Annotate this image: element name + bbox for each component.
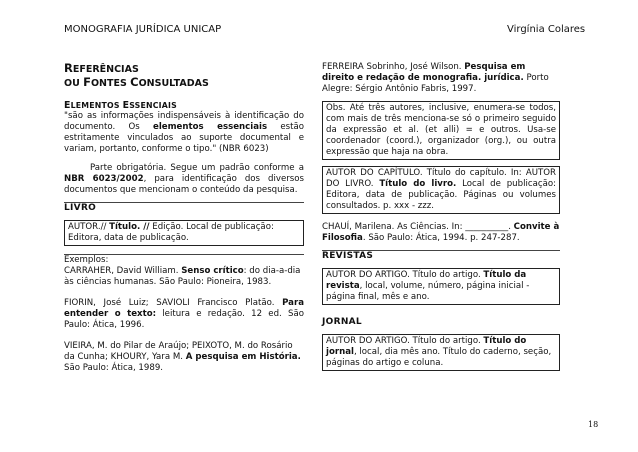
example-carraher: CARRAHER, David William. Senso crítico: do dia-a-dia às ciências humanas. São Paulo: Pioneira, 1983. — [64, 266, 301, 287]
header-author: Virgínia Colares — [507, 24, 586, 35]
revista-format-box: AUTOR DO ARTIGO. Título do artigo. Título da revista, local, volume, número, página inicial - página final, mês e ano. — [322, 268, 560, 305]
page-number: 18 — [588, 420, 599, 429]
section-title: REFERÊNCIAS OU FONTES CONSULTADAS — [64, 61, 209, 89]
subsection-title: ELEMENTOS ESSENCIAIS — [64, 100, 177, 111]
examples-label: Exemplos: — [64, 255, 109, 265]
right-column — [322, 62, 560, 371]
example-vieira: VIEIRA, M. do Pilar de Araújo; PEIXOTO, M. do Rosário da Cunha; KHOURY, Yara M. A pesquisa em História. São Paulo: Ática, 1989. — [64, 341, 301, 373]
obs-box: Obs. Até três autores, inclusive, enumera-se todos, com mais de três menciona-se só o primeiro seguido da expressão et al. (et alli) = e outros. Usa-se coordenador (coord.), organizador (org.), ou outra expressão que haja na obra. — [322, 101, 560, 160]
jornal-heading: JORNAL — [322, 317, 362, 327]
header-left-title: MONOGRAFIA JURÍDICA UNICAP — [64, 24, 222, 35]
livro-heading: LIVRO — [64, 203, 97, 213]
left-column — [64, 62, 304, 374]
example-fiorin: FIORIN, José Luiz; SAVIOLI Francisco Platão. Para entender o texto: leitura e redação. 12 ed. São Paulo: Ática, 1996. — [64, 298, 304, 330]
definition-quote: "são as informações indispensáveis à identificação do documento. Os elementos essenciais estão estritamente vinculados ao suporte documental e variam, portanto, conforme o tipo." (NBR 6023) — [64, 111, 305, 154]
livro-format-box: AUTOR.// Título. // Edição. Local de publicação: Editora, data de publicação. — [64, 220, 304, 246]
example-chaui: CHAUÍ, Marilena. As Ciências. In: __________. Convite à Filosofia. São Paulo: Ática, 1994. p. 247-287. — [322, 222, 560, 243]
revistas-heading: REVISTAS — [322, 251, 374, 261]
jornal-format-box: AUTOR DO ARTIGO. Título do artigo. Título do jornal, local, dia mês ano. Título do caderno, seção, páginas do artigo e coluna. — [322, 334, 560, 371]
chapter-format-box: AUTOR DO CAPÍTULO. Título do capítulo. In: AUTOR DO LIVRO. Título do livro. Local de publicação: Editora, data de publicação. Páginas ou volumes consultados. p. xxx - zzz. — [322, 166, 560, 214]
obligatory-paragraph: Parte obrigatória. Segue um padrão conforme a NBR 6023/2002, para identificação dos diversos documentos que mencionam o conteúdo da pesquisa. — [64, 163, 305, 195]
example-ferreira: FERREIRA Sobrinho, José Wilson. Pesquisa em direito e redação de monografia. jurídica. Porto Alegre: Sérgio Antônio Fabris, 1997. — [322, 62, 549, 94]
